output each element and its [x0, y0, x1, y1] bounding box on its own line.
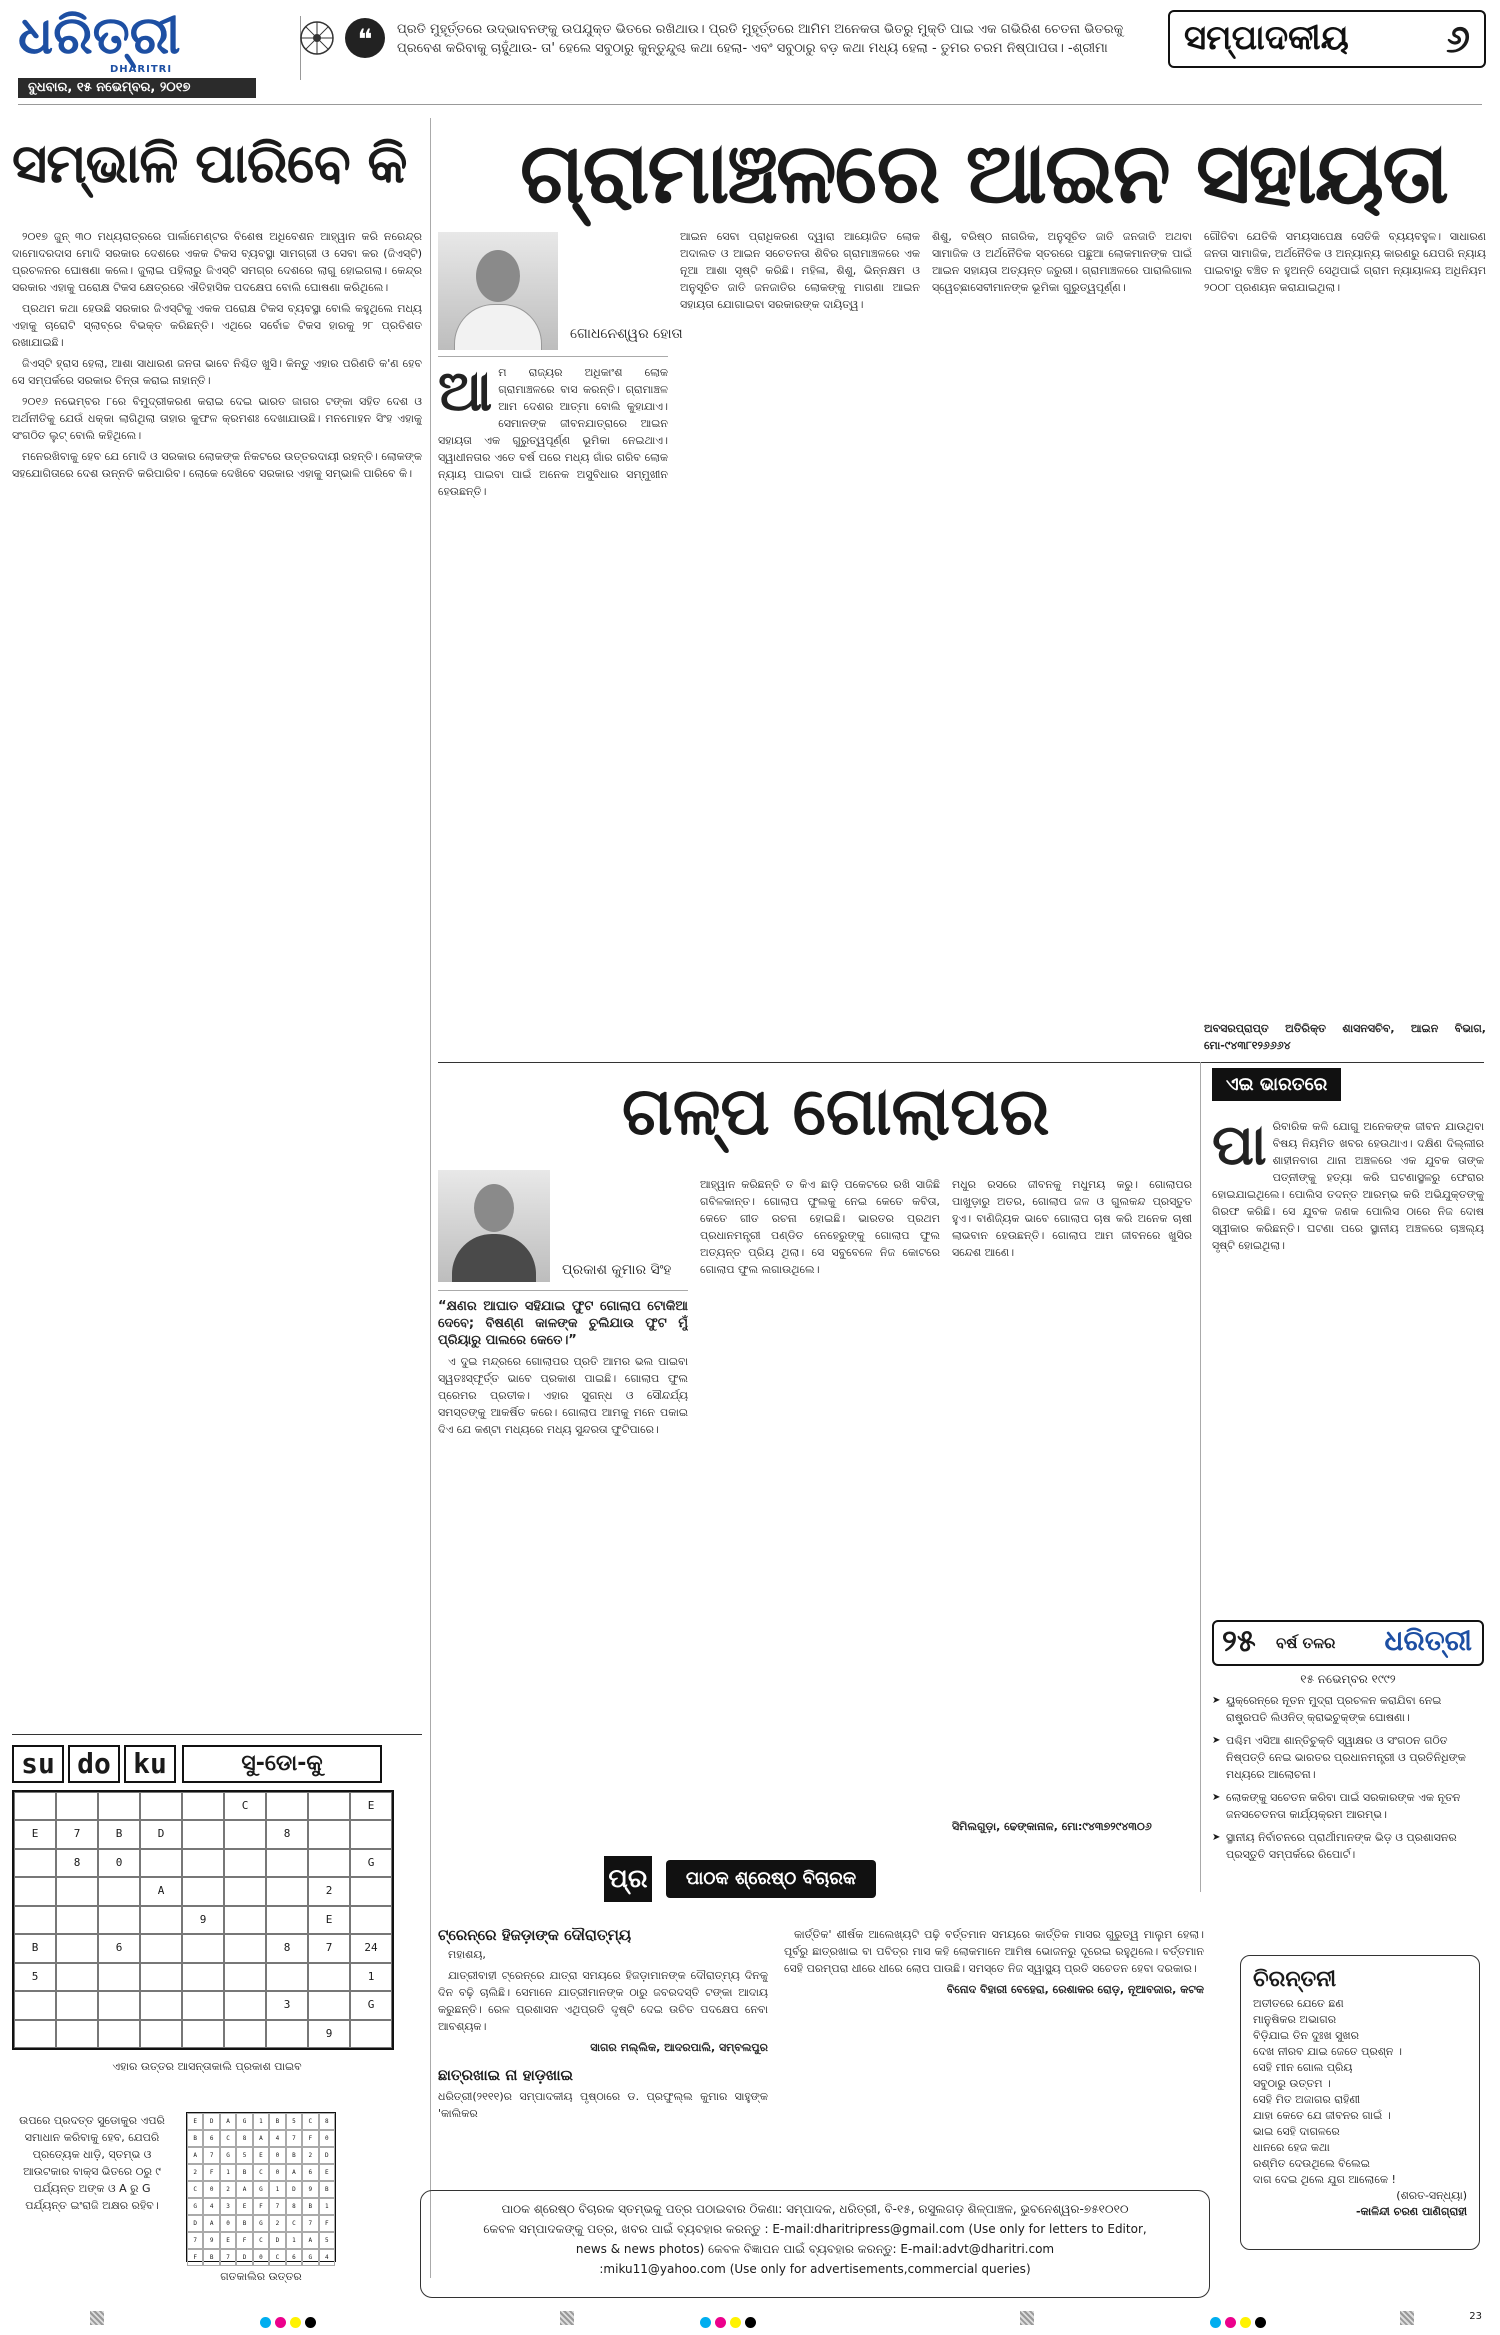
chirantani-title: ଚିରନ୍ତନୀ	[1253, 1966, 1337, 1992]
section-divider	[438, 1062, 1484, 1063]
sudoku-cell[interactable]: E	[350, 1792, 392, 1820]
sudoku-cell[interactable]	[266, 1849, 308, 1877]
answer-cell: D	[269, 2232, 285, 2249]
answer-cell: 0	[203, 2181, 219, 2198]
sudoku-cell[interactable]	[308, 1991, 350, 2019]
answer-cell: 7	[286, 2130, 302, 2147]
editorial-paragraph: ପ୍ରଥମ କଥା ହେଉଛି ସରକାର ଜିଏସ୍‌ଟିକୁ ଏକକ ପରୋକ୍ଷ ଟିକସ ବ୍ୟବସ୍ଥା ବୋଲି କହୁଥିଲେ ମଧ୍ୟ ଏହାକୁ ଚାରୋଟି ସ୍ଲାବ୍‌ରେ ବିଭକ୍ତ କରିଛନ୍ତି। ଏଥିରେ ସର୍ବୋଚ୍ଚ ଟିକସ ହାରକୁ ୨୮ ପ୍ରତିଶତ ରଖାଯାଇଛି।	[12, 302, 422, 349]
sudoku-cell[interactable]	[140, 1963, 182, 1991]
answer-cell: G	[236, 2113, 252, 2130]
sudoku-cell[interactable]	[308, 1849, 350, 1877]
list-item: ➤ ୟୁକ୍ରେନ୍‌ରେ ନୂତନ ମୁଦ୍ରା ପ୍ରଚଳନ କରାଯିବା ନେଇ ରାଷ୍ଟ୍ରପତି ଲିଓନିଡ୍ କ୍ରାଭଚୁକ୍‌ଙ୍କ ଘୋଷଣା।	[1212, 1692, 1484, 1726]
masthead	[0, 0, 1500, 100]
answer-cell: 1	[286, 2232, 302, 2249]
sudoku-cell[interactable]	[308, 1792, 350, 1820]
sudoku-cell[interactable]: B	[98, 1820, 140, 1848]
poem-line: ବିଡ଼ିଯାଇ ତିନ ଦୁଃଖ ସୁଖର	[1253, 2029, 1359, 2042]
main-column-4: ଗୌତିବା ଯେତିକି ସମୟସାପେକ୍ଷ ସେତିକି ବ୍ୟୟବହୁଳ। ସାଧାରଣ ଜନତା ସାମାଜିକ, ଅର୍ଥନୈତିକ ଓ ଅନ୍ୟାନ୍ୟ କାରଣରୁ ଯେପରି ନ୍ୟାୟ ପାଇବାରୁ ବଞ୍ଚିତ ନ ହୁଅନ୍ତି ସେଥିପାଇଁ ଗ୍ରାମ ନ୍ୟାୟାଳୟ ଅଧିନିୟମ ୨୦୦୮ ପ୍ରଣୟନ କରାଯାଇଥିଲା।	[1204, 230, 1486, 294]
sudoku-cell[interactable]: 3	[266, 1991, 308, 2019]
letter-text: ଯାତ୍ରୀବାହୀ ଟ୍ରେନ୍‌ରେ ଯାତ୍ରା ସମୟରେ ହିଜଡ଼ାମାନଙ୍କ ଦୌରାତ୍ମ୍ୟ ଦିନକୁ ଦିନ ବଢ଼ି ଚାଲିଛି। ସେମାନେ ଯାତ୍ରୀମାନଙ୍କ ଠାରୁ ଜବରଦସ୍ତି ଟଙ୍କା ଆଦାୟ କରୁଛନ୍ତି। ରେଳ ପ୍ରଶାସନ ଏଥିପ୍ରତି ଦୃଷ୍ଟି ଦେଇ ଉଚିତ ପଦକ୍ଷେପ ନେବା ଆବଶ୍ୟକ।	[438, 1969, 768, 2033]
main-column-2: ଆଇନ ସେବା ପ୍ରାଧିକରଣ ଦ୍ୱାରା ଆୟୋଜିତ ଲୋକ ଅଦାଲତ ଓ ଆଇନ ସଚେତନତା ଶିବିର ଗ୍ରାମାଞ୍ଚଳରେ ଏକ ନୂଆ ଆଶା ସୃଷ୍ଟି କରିଛି। ମହିଳା, ଶିଶୁ, ଭିନ୍ନକ୍ଷମ ଓ ଅନୁସୂଚିତ ଜାତି ଜନଜାତିର ଲୋକଙ୍କୁ ମାଗଣା ଆଇନ ସହାୟତା ଯୋଗାଇବା ସରକାରଙ୍କ ଦାୟିତ୍ୱ।	[680, 230, 920, 311]
sudoku-cell[interactable]: 6	[98, 1934, 140, 1962]
sudoku-cell[interactable]: E	[308, 1906, 350, 1934]
page-number: ୬	[1446, 16, 1470, 61]
sudoku-instructions: ଉପରେ ପ୍ରଦତ୍ତ ସୁଡୋକୁର ଏପରି ସମାଧାନ କରିବାକୁ ହେବ, ଯେପରି ପ୍ରତ୍ୟେକ ଧାଡ଼ି, ସ୍ତମ୍ଭ ଓ ଆଉଟକାର ବାକ୍ସ ଭିତରେ ୦ରୁ ୯ ପର୍ଯ୍ୟନ୍ତ ଅଙ୍କ ଓ A ରୁ G ପର୍ଯ୍ୟନ୍ତ ଇଂରାଜି ଅକ୍ଷର ରହିବ।	[19, 2114, 165, 2212]
story-paragraph: ଏ ଦୁଇ ମନ୍ଦ୍ରରେ ଗୋଲାପର ପ୍ରତି ଆମର ଭଲ ପାଇବା ସ୍ୱତଃସ୍ଫୂର୍ତ୍ତ ଭାବେ ପ୍ରକାଶ ପାଇଛି। ଗୋଲାପ ଫୁଲ ପ୍ରେମର ପ୍ରତୀକ। ଏହାର ସୁଗନ୍ଧ ଓ ସୌନ୍ଦର୍ଯ୍ୟ ସମସ୍ତଙ୍କୁ ଆକର୍ଷିତ କରେ। ଗୋଲାପ ଆମକୁ ମନେ ପକାଇ ଦିଏ ଯେ କଣ୍ଟା ମଧ୍ୟରେ ମଧ୍ୟ ସୁନ୍ଦରତା ଫୁଟିପାରେ।	[438, 1355, 688, 1436]
sudoku-cell[interactable]: 7	[56, 1820, 98, 1848]
main-author-contact: ଅବସରପ୍ରାପ୍ତ ଅତିରିକ୍ତ ଶାସନସଚିବ, ଆଇନ ବିଭାଗ, ମୋ-୯୪୩୮୧୨୬୬୬୪	[1204, 1022, 1486, 1052]
sudoku-cell[interactable]	[266, 1877, 308, 1905]
sudoku-cell[interactable]	[56, 2020, 98, 2048]
story-author-photo	[438, 1170, 550, 1282]
sudoku-cell[interactable]	[140, 1906, 182, 1934]
sudoku-label-ku: ku	[124, 1745, 176, 1783]
sudoku-cell[interactable]	[98, 1906, 140, 1934]
answer-cell: D	[203, 2113, 219, 2130]
poem-line: ଦାଗ ଦେଇ ଥିଲେ ଯୁଗ ଆଲୋକେ !	[1253, 2173, 1396, 2186]
answer-cell: A	[286, 2164, 302, 2181]
answer-cell: 4	[319, 2249, 335, 2266]
answer-cell: 7	[203, 2147, 219, 2164]
print-page-number: 23	[1469, 2311, 1482, 2322]
quote-box	[300, 16, 1160, 80]
sudoku-cell[interactable]	[266, 1792, 308, 1820]
editorial-headline[interactable]: ସମ୍ଭାଳି ପାରିବେ କି	[12, 131, 407, 195]
answer-cell: A	[220, 2113, 236, 2130]
sudoku-cell[interactable]: B	[14, 1934, 56, 1962]
editorial-paragraph: ଜିଏସ୍‌ଟି ହ୍ରାସ ହେଲା, ଆଶା ସାଧାରଣ ଜନତା ଭାବେ ନିଶ୍ଚିତ ଖୁସି। କିନ୍ତୁ ଏହାର ପରିଣତି କ'ଣ ହେବ ସେ ସମ୍ପର୍କରେ ସରକାର ଚିନ୍ତା କରାଇ ନାହାନ୍ତି।	[12, 357, 422, 387]
flashback-badge	[1212, 1620, 1484, 1666]
sudoku-answer-note: ଏହାର ଉତ୍ତର ଆସନ୍ତାକାଲି ପ୍ରକାଶ ପାଇବ	[112, 2060, 302, 2073]
poem-line: ସବୁଠାରୁ ଉତ୍ତମ ।	[1253, 2077, 1331, 2090]
logo-subtitle: DHARITRI	[110, 64, 173, 75]
poem-line: ମାନୁଷିକର ଅଭାଗର	[1253, 2013, 1337, 2026]
answer-cell: B	[302, 2198, 318, 2215]
sudoku-cell[interactable]	[224, 1963, 266, 1991]
answer-cell: C	[269, 2249, 285, 2266]
answer-cell: B	[269, 2113, 285, 2130]
sudoku-cell[interactable]	[308, 1820, 350, 1848]
answer-cell: 2	[187, 2164, 203, 2181]
answer-cell: A	[236, 2181, 252, 2198]
column-divider	[430, 118, 431, 2278]
answer-cell: 9	[302, 2181, 318, 2198]
registration-swatch	[90, 2311, 104, 2325]
sudoku-cell[interactable]	[224, 2020, 266, 2048]
sudoku-label-su: su	[12, 1745, 64, 1783]
dharitri-logo[interactable]	[18, 5, 278, 75]
answer-cell: C	[187, 2181, 203, 2198]
wheel-icon	[299, 20, 335, 56]
sudoku-cell[interactable]	[140, 2020, 182, 2048]
answer-cell: E	[253, 2147, 269, 2164]
answer-cell: 9	[203, 2232, 219, 2249]
answer-cell: 2	[269, 2215, 285, 2232]
contact-line[interactable]: news & news photos) କେବଳ ବିଜ୍ଞାପନ ପାଇଁ ବ୍ୟବହାର କରନ୍ତୁ: E-mail:advt@dharitri.com	[575, 2242, 1055, 2256]
answer-cell: E	[319, 2164, 335, 2181]
sudoku-cell[interactable]	[182, 1991, 224, 2019]
flashback-number: ୨୫	[1222, 1624, 1256, 1659]
answer-cell: B	[236, 2215, 252, 2232]
answer-cell: D	[236, 2249, 252, 2266]
sudoku-cell[interactable]	[140, 1991, 182, 2019]
poem-line: ରଶ୍ମିତ ଦେଉଥିଲେ ବିଲେଇ	[1253, 2157, 1370, 2170]
answer-cell: F	[203, 2164, 219, 2181]
story-column-2: ଆହ୍ୱାନ କରିଛନ୍ତି ତ କିଏ ଛାଡ଼ି ପକେଟରେ ରଖି ସାଜିଛି ଗବିଳକାନ୍ତ। ଗୋଲାପ ଫୁଲକୁ ନେଇ କେତେ କବିତା, କେତେ ଗୀତ ରଚନା ହୋଇଛି। ଭାରତର ପ୍ରଥମ ପ୍ରଧାନମନ୍ତ୍ରୀ ପଣ୍ଡିତ ନେହେରୁଙ୍କୁ ଗୋଲାପ ଫୁଲ ଅତ୍ୟନ୍ତ ପ୍ରିୟ ଥିଲା। ସେ ସବୁବେଳେ ନିଜ କୋଟରେ ଗୋଲାପ ଫୁଲ ଲଗାଉଥିଲେ।	[700, 1178, 940, 1276]
ei-bharat-dropcap: ପା	[1212, 1118, 1267, 1178]
answer-cell: 0	[319, 2130, 335, 2147]
answer-cell: 0	[220, 2215, 236, 2232]
contact-line[interactable]: :miku11@yahoo.com (Use only for advertisements,commercial queries)	[599, 2262, 1031, 2276]
ei-bharat-label: ଏଇ ଭାରତରେ	[1212, 1068, 1484, 1110]
letter-body	[438, 1946, 768, 2056]
registration-swatch	[1400, 2311, 1414, 2325]
sudoku-cell[interactable]: 2	[308, 1877, 350, 1905]
story-author-contact: ସିମିଲଗୁଡ଼ା, ଢେଙ୍କାନାଳ, ମୋ:୯୪୩୭୨୯୪୩୦୬	[952, 1820, 1152, 1833]
sudoku-cell[interactable]	[182, 1849, 224, 1877]
byline-divider	[438, 356, 668, 357]
main-headline[interactable]: ଗ୍ରାମାଞ୍ଚଳରେ ଆଇନ ସହାୟତା	[520, 123, 1447, 222]
sudoku-cell[interactable]	[56, 1906, 98, 1934]
answer-cell: A	[302, 2232, 318, 2249]
sudoku-cell[interactable]	[98, 1963, 140, 1991]
answer-cell: C	[302, 2113, 318, 2130]
poem-line: ଭାଇ ସେହି ଦାଗଳରେ	[1253, 2125, 1340, 2138]
answer-cell: E	[220, 2232, 236, 2249]
answer-cell: E	[236, 2198, 252, 2215]
color-dots	[1210, 2313, 1270, 2325]
answer-cell: A	[187, 2147, 203, 2164]
logo-wordmark: ଧରିତ୍ରୀ	[18, 5, 181, 66]
sudoku-cell[interactable]	[98, 1877, 140, 1905]
sudoku-cell[interactable]	[14, 1991, 56, 2019]
sudoku-cell[interactable]	[182, 1877, 224, 1905]
answer-cell: B	[203, 2249, 219, 2266]
poem-author: -କାଳିନ୍ଦୀ ଚରଣ ପାଣିଗ୍ରାହୀ	[1355, 2205, 1467, 2218]
letter-title[interactable]: ଟ୍ରେନ୍‌ରେ ହିଜଡ଼ାଙ୍କ ଦୌରାତ୍ମ୍ୟ	[438, 1926, 632, 1944]
answer-cell: C	[220, 2130, 236, 2147]
answer-cell: 7	[187, 2232, 203, 2249]
answer-cell: 7	[220, 2249, 236, 2266]
answer-cell: G	[253, 2181, 269, 2198]
answer-cell: 7	[302, 2215, 318, 2232]
answer-cell: 0	[269, 2147, 285, 2164]
reader-section-header	[604, 1854, 984, 1906]
answer-cell: F	[187, 2249, 203, 2266]
answer-cell: 7	[269, 2198, 285, 2215]
sudoku-divider	[12, 1734, 422, 1735]
sudoku-cell[interactable]	[56, 1934, 98, 1962]
sudoku-cell[interactable]	[56, 1991, 98, 2019]
sudoku-cell[interactable]	[140, 1792, 182, 1820]
poem-line: ଧାନରେ ହେଜ କଥା	[1253, 2141, 1330, 2154]
answer-cell: G	[187, 2198, 203, 2215]
previous-answer-grid	[186, 2112, 336, 2262]
list-item: ➤ ପଶ୍ଚିମ ଏସିଆ ଶାନ୍ତିଚୁକ୍ତି ସ୍ୱାକ୍ଷର ଓ ସଂଗଠନ ଗଠିତ ନିଷ୍ପତ୍ତି ନେଇ ଭାରତର ପ୍ରଧାନମନ୍ତ୍ରୀ ଓ ପ୍ରତିନିଧିଙ୍କ ମଧ୍ୟରେ ଆଲୋଚନା।	[1212, 1732, 1484, 1783]
flashback-mid: ବର୍ଷ ତଳର	[1276, 1634, 1336, 1652]
answer-cell: 1	[319, 2198, 335, 2215]
sudoku-cell[interactable]	[14, 1849, 56, 1877]
answer-cell: D	[319, 2147, 335, 2164]
answer-cell: 2	[220, 2181, 236, 2198]
main-author: ଗୋଧନେଶ୍ୱର ହୋତା	[570, 326, 683, 342]
color-dots	[260, 2313, 320, 2325]
main-column-1: ଆ ମ ରାଜ୍ୟର ଅଧିକାଂଶ ଲୋକ ଗ୍ରାମାଞ୍ଚଳରେ ବାସ କରନ୍ତି। ଗ୍ରାମାଞ୍ଚଳ ଆମ ଦେଶର ଆତ୍ମା ବୋଲି କୁହାଯାଏ। ସେମାନଙ୍କ ଜୀବନଯାତ୍ରାରେ ଆଇନ ସହାୟତା ଏକ ଗୁରୁତ୍ୱପୂର୍ଣ୍ଣ ଭୂମିକା ନେଇଥାଏ। ସ୍ୱାଧୀନତାର ଏତେ ବର୍ଷ ପରେ ମଧ୍ୟ ଗାଁର ଗରିବ ଲୋକ ନ୍ୟାୟ ପାଇବା ପାଇଁ ଅନେକ ଅସୁବିଧାର ସମ୍ମୁଖୀନ ହେଉଛନ୍ତି।	[438, 364, 668, 498]
sudoku-cell[interactable]: 9	[182, 1906, 224, 1934]
answer-cell: C	[286, 2215, 302, 2232]
quote-mark-icon: ❝	[345, 18, 385, 58]
sudoku-cell[interactable]	[14, 1792, 56, 1820]
sudoku-cell[interactable]: E	[14, 1820, 56, 1848]
sudoku-cell[interactable]	[350, 1906, 392, 1934]
sudoku-cell[interactable]: D	[140, 1820, 182, 1848]
sudoku-cell[interactable]	[224, 1820, 266, 1848]
quote-author: -ଶ୍ରୀମା	[1068, 41, 1108, 56]
answer-cell: C	[253, 2164, 269, 2181]
letter-title[interactable]: ଛାତ୍ରଖାଇ ନା ହାଡ଼ଖାଇ	[438, 2066, 574, 2084]
answer-cell: B	[236, 2164, 252, 2181]
contact-line[interactable]: କେବଳ ସମ୍ପାଦକଙ୍କୁ ପତ୍ର, ଖବର ପାଇଁ ବ୍ୟବହାର କରନ୍ତୁ : E-mail:dharitripress@gmail.com (Use only for letters to Editor,	[483, 2222, 1147, 2236]
registration-swatch	[1020, 2311, 1034, 2325]
sudoku-header	[12, 1745, 412, 1785]
sudoku-cell[interactable]	[182, 1792, 224, 1820]
flashback-brand: ଧରିତ୍ରୀ	[1384, 1624, 1472, 1657]
sudoku-cell[interactable]	[224, 1991, 266, 2019]
sudoku-cell[interactable]	[56, 1963, 98, 1991]
column-divider	[1200, 1062, 1201, 1892]
sudoku-cell[interactable]: A	[140, 1877, 182, 1905]
answer-cell: A	[203, 2215, 219, 2232]
print-marks-footer	[0, 2305, 1500, 2335]
main-dropcap: ଆ	[438, 364, 493, 424]
sudoku-cell[interactable]	[350, 1820, 392, 1848]
poem-line: ଅତୀତରେ ଯେତେ ଛଣ	[1253, 1997, 1344, 2010]
issue-date: ବୁଧବାର, ୧୫ ନଭେମ୍ବର, ୨୦୧୭	[18, 78, 256, 98]
sudoku-cell[interactable]: 5	[14, 1963, 56, 1991]
ei-bharat-body: ପା ରିବାରିକ କଳି ଯୋଗୁ ଅନେକଙ୍କ ଜୀବନ ଯାଉଥିବା ବିଷୟ ନିୟମିତ ଖବର ହେଉଥାଏ। ଦକ୍ଷିଣ ଦିଲ୍ଲୀର ଶାହୀନବାଗ ଥାନା ଅଞ୍ଚଳରେ ଏକ ଯୁବକ ତାଙ୍କ ପତ୍ନୀଙ୍କୁ ହତ୍ୟା କରି ଘଟଣାସ୍ଥଳରୁ ଫେରାର ହୋଇଯାଇଥିଲେ। ପୋଲିସ ତଦନ୍ତ ଆରମ୍ଭ କରି ଅଭିଯୁକ୍ତଙ୍କୁ ଗିରଫ କରିଛି। ସେ ଯୁବକ ଜଣକ ପୋଲିସ ଠାରେ ନିଜ ଦୋଷ ସ୍ୱୀକାର କରିଛନ୍ତି। ଘଟଣା ପରେ ସ୍ଥାନୀୟ ଅଞ୍ଚଳରେ ଚାଞ୍ଚଲ୍ୟ ସୃଷ୍ଟି ହୋଇଥିଲା।	[1212, 1118, 1484, 1252]
story-author: ପ୍ରକାଶ କୁମାର ସିଂହ	[562, 1262, 672, 1278]
sudoku-cell[interactable]: 24	[350, 1934, 392, 1962]
sudoku-cell[interactable]	[266, 2020, 308, 2048]
sudoku-cell[interactable]: 7	[308, 1934, 350, 1962]
sudoku-cell[interactable]	[224, 1906, 266, 1934]
sudoku-cell[interactable]	[308, 1963, 350, 1991]
section-label-box	[1168, 10, 1486, 68]
sudoku-cell[interactable]	[182, 1820, 224, 1848]
masthead-divider	[18, 104, 1482, 105]
sudoku-cell[interactable]	[56, 1877, 98, 1905]
sudoku-cell[interactable]	[98, 2020, 140, 2048]
letter-signature: ସାଗର ମଲ୍ଲିକ, ଆଦରପାଲି, ସମ୍ବଲପୁର	[590, 2041, 768, 2054]
chirantani-box	[1240, 1955, 1480, 2250]
editorial-body	[12, 228, 422, 1728]
editorial-paragraph: ୨୦୧୭ ଜୁନ୍ ୩୦ ମଧ୍ୟରାତ୍ରରେ ପାର୍ଲାମେଣ୍ଟର ବିଶେଷ ଅଧିବେଶନ ଆହ୍ୱାନ କରି ନରେନ୍ଦ୍ର ଦାମୋଦରଦାସ ମୋଦି ସରକାର ଦେଶରେ ଏକକ ଟିକସ ବ୍ୟବସ୍ଥା ସାମଗ୍ରୀ ଓ ସେବା କର (ଜିଏସ୍‌ଟି) ପ୍ରଚଳନର ଘୋଷଣା କଲେ। ଜୁଲାଇ ପହିଲାରୁ ଜିଏସ୍‌ଟି ସମଗ୍ର ଦେଶରେ ଲାଗୁ ହୋଇଗଲା। କେନ୍ଦ୍ର ସରକାର ଏହାକୁ ପରୋକ୍ଷ ଟିକସ କ୍ଷେତ୍ରରେ ଐତିହାସିକ ପଦକ୍ଷେପ ବୋଲି ଘୋଷଣା କରିଥିଲେ।	[12, 230, 422, 294]
contact-box	[420, 2190, 1210, 2298]
answer-cell: E	[187, 2113, 203, 2130]
answer-cell: C	[253, 2232, 269, 2249]
list-item: ➤ ସ୍ଥାନୀୟ ନିର୍ବାଚନରେ ପ୍ରାର୍ଥୀମାନଙ୍କ ଭିଡ଼ ଓ ପ୍ରଶାସନର ପ୍ରସ୍ତୁତି ସମ୍ପର୍କରେ ରିପୋର୍ଟ।	[1212, 1829, 1484, 1863]
story-column-3: ମଧୁର ରସରେ ଜୀବନକୁ ମଧୁମୟ କରୁ। ଗୋଲାପର ପାଖୁଡ଼ାରୁ ଅତର, ଗୋଲାପ ଜଳ ଓ ଗୁଲକନ୍ଦ ପ୍ରସ୍ତୁତ ହୁଏ। ବାଣିଜ୍ୟିକ ଭାବେ ଗୋଲାପ ଚାଷ କରି ଅନେକ ଚାଷୀ ଲାଭବାନ ହେଉଛନ୍ତି। ଗୋଲାପ ଆମ ଜୀବନରେ ଖୁସିର ସନ୍ଦେଶ ଆଣେ।	[952, 1178, 1192, 1259]
author-photo	[438, 232, 558, 350]
sudoku-cell[interactable]	[56, 1792, 98, 1820]
story-headline[interactable]: ଗଳ୍ପ ଗୋଲାପର	[622, 1072, 1050, 1150]
answer-cell: F	[236, 2232, 252, 2249]
section-title: ସମ୍ପାଦକୀୟ	[1184, 18, 1349, 58]
sudoku-cell[interactable]	[224, 1877, 266, 1905]
sudoku-cell[interactable]: G	[350, 1991, 392, 2019]
letter-body	[784, 1926, 1204, 2126]
answer-cell: 5	[236, 2147, 252, 2164]
sudoku-cell[interactable]	[98, 1792, 140, 1820]
sudoku-cell[interactable]: 8	[56, 1849, 98, 1877]
answer-cell: G	[302, 2249, 318, 2266]
sudoku-grid[interactable]	[12, 1790, 394, 2050]
sudoku-cell[interactable]	[182, 2020, 224, 2048]
sudoku-cell[interactable]	[350, 2020, 392, 2048]
quote-text: ପ୍ରତି ମୁହୂର୍ତ୍ତରେ ଉଦ୍ଭାବନଙ୍କୁ ଉପଯୁକ୍ତ ଭିତରେ ରଖିଥାଉ। ପ୍ରତି ମୁହୂର୍ତ୍ତରେ ଆମିମ ଅନେକତା ଭିତରୁ ମୁକ୍ତି ପାଇ ଏକ ଗଭିରିଶ ଚେତନା ଭିତରକୁ ପ୍ରବେଶ କରିବାକୁ ଚାହୁଁଥାଉ- ତା' ହେଲେ ସବୁଠାରୁ କୁନ୍ତୁନ୍ଦୁଶ୍ଚ କଥା ହେଲା- ଏବଂ ସବୁଠାରୁ ବଡ଼ କଥା ମଧ୍ୟ ହେଲା - ତୁମର ଚରମ ନିଷ୍ପାପତା। -ଶ୍ରୀମା	[397, 22, 1124, 56]
sudoku-cell[interactable]: 0	[98, 1849, 140, 1877]
sudoku-cell[interactable]	[182, 1963, 224, 1991]
sudoku-cell[interactable]: 8	[266, 1934, 308, 1962]
answer-cell: 6	[286, 2249, 302, 2266]
sudoku-cell[interactable]	[266, 1906, 308, 1934]
sudoku-cell[interactable]: 8	[266, 1820, 308, 1848]
answer-cell: F	[319, 2215, 335, 2232]
answer-cell: 3	[220, 2198, 236, 2215]
answer-cell: B	[286, 2147, 302, 2164]
registration-swatch	[560, 2311, 574, 2325]
answer-cell: 2	[302, 2147, 318, 2164]
answer-cell: F	[253, 2198, 269, 2215]
sudoku-label-odia: ସୁ-ଡୋ-କୁ	[182, 1745, 382, 1783]
poem-line: ସେହି ମୀନ ଗୋଲ ପ୍ରିୟ	[1253, 2061, 1353, 2074]
sudoku-cell[interactable]	[224, 1934, 266, 1962]
answer-cell: B	[187, 2130, 203, 2147]
poem-source: (ଶରତ-ସନ୍ଧ୍ୟା)	[1396, 2189, 1467, 2202]
contact-line: ପାଠକ ଶ୍ରେଷ୍ଠ ବିଚାରକ ସ୍ତମ୍ଭକୁ ପତ୍ର ପଠାଇବାର ଠିକଣା: ସମ୍ପାଦକ, ଧରିତ୍ରୀ, ବି-୧୫, ରସୁଲଗଡ଼ ଶିଳ୍ପାଞ୍ଚଳ, ଭୁବନେଶ୍ୱର-୭୫୧୦୧୦	[501, 2202, 1129, 2216]
letter-salutation: ମହାଶୟ,	[448, 1948, 486, 1961]
answer-cell: G	[253, 2215, 269, 2232]
answer-cell: G	[220, 2147, 236, 2164]
poem-line: ଦେଖ ନୀରବ ଯାଇ ଜେତେ ପ୍ରଶ୍ନ ।	[1253, 2045, 1402, 2058]
answer-cell: 0	[253, 2249, 269, 2266]
main-column-3: ଶିଶୁ, ବରିଷ୍ଠ ନାଗରିକ, ଅନୁସୂଚିତ ଜାତି ଜନଜାତି ଅଥବା ସାମାଜିକ ଓ ଅର୍ଥନୈତିକ ସ୍ତରରେ ପଛୁଆ ଲୋକମାନଙ୍କ ପାଇଁ ଆଇନ ସହାୟତା ଅତ୍ୟନ୍ତ ଜରୁରୀ। ଗ୍ରାମାଞ୍ଚଳରେ ପାରାଲିଗାଲ ସ୍ୱେଚ୍ଛାସେବୀମାନଙ୍କ ଭୂମିକା ଗୁରୁତ୍ୱପୂର୍ଣ୍ଣ।	[932, 230, 1192, 294]
answer-cell: B	[319, 2181, 335, 2198]
sudoku-cell[interactable]	[140, 1849, 182, 1877]
answer-cell: 0	[269, 2164, 285, 2181]
sudoku-cell[interactable]: G	[350, 1849, 392, 1877]
answer-cell: A	[253, 2130, 269, 2147]
letter-signature: ବିନୋଦ ବିହାରୀ ବେହେରା, ରେଶାକର ରୋଡ଼, ନୂଆବଜାର, କଟକ	[946, 1983, 1204, 1996]
poem-line: ଯାହା କେତେ ଯେ ଜୀବନର ଗାଇଁ ।	[1253, 2109, 1391, 2122]
sudoku-cell[interactable]	[140, 1934, 182, 1962]
answer-cell: 8	[236, 2130, 252, 2147]
sudoku-cell[interactable]: 1	[350, 1963, 392, 1991]
color-dots	[700, 2313, 760, 2325]
sudoku-cell[interactable]: C	[224, 1792, 266, 1820]
sudoku-cell[interactable]	[98, 1991, 140, 2019]
editorial-paragraph: ମନେରଖିବାକୁ ହେବ ଯେ ମୋଦି ଓ ସରକାର ଲୋକଙ୍କ ନିକଟରେ ଉତ୍ତରଦାୟୀ ରହନ୍ତି। ଲୋକଙ୍କ ସହଯୋଗିତାରେ ଦେଶ ଉନ୍ନତି କରିପାରିବ। ଲୋକେ ଦେଖିବେ ସରକାର ଏହାକୁ ସମ୍ଭାଳି ପାରିବେ କି।	[12, 450, 422, 480]
sudoku-cell[interactable]	[14, 1906, 56, 1934]
answer-cell: 1	[220, 2164, 236, 2181]
sudoku-cell[interactable]	[224, 1849, 266, 1877]
flashback-list	[1212, 1692, 1484, 1869]
answer-cell: 6	[203, 2130, 219, 2147]
answer-cell: D	[286, 2181, 302, 2198]
letter-text: ଧରିତ୍ରୀ(୨୧୧୧)ର ସମ୍ପାଦକୀୟ ପୃଷ୍ଠାରେ ଡ. ପ୍ରଫୁଲ୍ଲ କୁମାର ସାହୁଙ୍କ 'କାଲିକର	[438, 2090, 768, 2120]
answer-cell: 8	[319, 2113, 335, 2130]
answer-cell: F	[302, 2130, 318, 2147]
sudoku-label-do: do	[68, 1745, 120, 1783]
reader-section-label: ପାଠକ ଶ୍ରେଷ୍ଠ ବିଚାରକ	[666, 1860, 876, 1898]
letter-text: କାର୍ତ୍ତିକ' ଶୀର୍ଷକ ଆଲେଖ୍ୟଟି ପଢ଼ି ବର୍ତ୍ତମାନ ସମୟରେ କାର୍ତ୍ତିକ ମାସର ଗୁରୁତ୍ୱ ମାଲୁମ ହେଲା। ପୂର୍ବରୁ ଛାତ୍ରଖାଇ ବା ପବିତ୍ର ମାସ କହି ଲୋକମାନେ ଆମିଷ ଭୋଜନରୁ ଦୂରେଇ ରହୁଥିଲେ। ବର୍ତ୍ତମାନ ସେହି ପରମ୍ପରା ଧୀରେ ଧୀରେ ଲୋପ ପାଉଛି। ସମସ୍ତେ ନିଜ ସ୍ୱାସ୍ଥ୍ୟ ପ୍ରତି ସଚେତନ ହେବା ଦରକାର।	[784, 1928, 1204, 1975]
sudoku-cell[interactable]	[350, 1877, 392, 1905]
poem-line: ସେହି ମିତ ଅଜାଗର ରାହିଣୀ	[1253, 2093, 1361, 2106]
answer-cell: 4	[203, 2198, 219, 2215]
sudoku-cell[interactable]	[266, 1963, 308, 1991]
answer-cell: 1	[269, 2181, 285, 2198]
sudoku-cell[interactable]: 9	[308, 2020, 350, 2048]
story-column-1	[438, 1298, 688, 1838]
answer-cell: D	[187, 2215, 203, 2232]
answer-cell: 6	[302, 2164, 318, 2181]
sudoku-cell[interactable]	[14, 1877, 56, 1905]
answer-cell: 5	[286, 2113, 302, 2130]
flashback-date: ୧୫ ନଭେମ୍ବର ୧୯୯୨	[1300, 1672, 1396, 1686]
answer-cell: 1	[253, 2113, 269, 2130]
byline-divider	[438, 1290, 688, 1291]
sudoku-cell[interactable]	[182, 1934, 224, 1962]
answer-cell: 8	[286, 2198, 302, 2215]
list-item: ➤ ଲୋକଙ୍କୁ ସଚେତନ କରିବା ପାଇଁ ସରକାରଙ୍କ ଏକ ନୂତନ ଜନସଚେତନତା କାର୍ଯ୍ୟକ୍ରମ ଆରମ୍ଭ।	[1212, 1789, 1484, 1823]
previous-answer-label: ଗତକାଲିର ଉତ୍ତର	[220, 2270, 302, 2283]
story-opening-quote: “କ୍ଷଣର ଆଘାତ ସହିଯାଇ ଫୁଟ ଗୋଲାପ ଟୋକିଆ ଦେବେ; ବିଷଣ୍ଣ କାଳଙ୍କ ଚୁଲିଯାଉ ଫୁଟ ମୁଁ ପ୍ରିୟାରୁ ପାଲରେ କେତେ।”	[438, 1299, 688, 1348]
reader-icon: ପ୍ର	[604, 1856, 652, 1902]
answer-cell: 5	[319, 2232, 335, 2249]
answer-cell: 4	[269, 2130, 285, 2147]
sudoku-cell[interactable]	[14, 2020, 56, 2048]
editorial-paragraph: ୨୦୧୬ ନଭେମ୍ବର ୮ରେ ବିମୁଦ୍ରୀକରଣ କରାଇ ଦେଇ ଭାରତ ଜାଗର ଟଙ୍କା ସହିତ ଦେଶ ଓ ଅର୍ଥନୀତିକୁ ଯେଉଁ ଧକ୍କା ଲାଗିଥିଲା ତାହାର କୁଫଳ କ୍ରମଶଃ ଦେଖାଯାଉଛି। ମନମୋହନ ସିଂହ ଏହାକୁ ସଂଗଠିତ ଲୁଟ୍ ବୋଲି କହିଥିଲେ।	[12, 395, 422, 442]
